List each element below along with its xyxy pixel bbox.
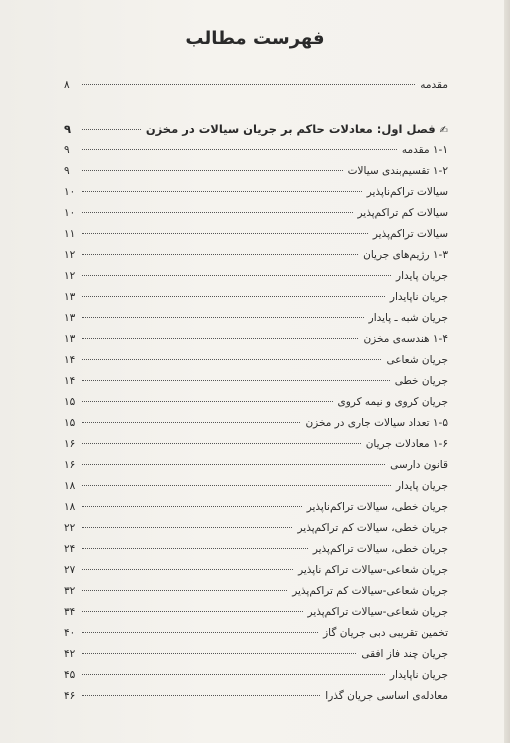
dot-leader bbox=[82, 359, 381, 360]
dot-leader bbox=[82, 129, 141, 130]
dot-leader bbox=[82, 296, 385, 297]
toc-entry-page: ۱۲ bbox=[64, 270, 76, 282]
toc-entry-title: جریان خطی، سیالات تراکم‌پذیر bbox=[312, 543, 448, 555]
toc-entry-title: جریان خطی bbox=[394, 375, 448, 387]
toc-entry bbox=[64, 414, 448, 432]
dot-leader bbox=[82, 464, 385, 465]
toc-entry-title: جریان خطی، سیالات تراکم‌ناپذیر bbox=[306, 501, 448, 513]
toc-entry bbox=[64, 498, 448, 516]
dot-leader bbox=[82, 590, 287, 591]
toc-entry-page: ۱۱ bbox=[64, 228, 76, 240]
toc-entry-page: ۹ bbox=[64, 144, 70, 156]
dot-leader bbox=[82, 317, 364, 318]
toc-entry-title: ۱-۵ تعداد سیالات جاری در مخزن bbox=[305, 417, 448, 429]
toc-entry bbox=[64, 393, 448, 411]
toc-entry bbox=[64, 372, 448, 390]
toc-entry-page: ۳۲ bbox=[64, 585, 76, 597]
dot-leader bbox=[82, 380, 390, 381]
dot-leader bbox=[82, 695, 320, 696]
toc-entry bbox=[64, 351, 448, 369]
toc-entry bbox=[64, 603, 448, 621]
toc-entry bbox=[64, 330, 448, 348]
toc-entry-page: ۱۸ bbox=[64, 501, 76, 513]
toc-entry-page: ۱۵ bbox=[64, 417, 76, 429]
toc-entry-title: جریان شعاعی-سیالات تراکم ناپذیر bbox=[298, 564, 448, 576]
dot-leader bbox=[82, 338, 358, 339]
toc-entry bbox=[64, 267, 448, 285]
toc-entry-page: ۱۵ bbox=[64, 396, 76, 408]
toc-entry-title: ۱-۳ رژیم‌های جریان bbox=[363, 249, 448, 261]
toc-entry-title: معادله‌ی اساسی جریان گذرا bbox=[325, 690, 448, 702]
toc-entry-title: ۱-۱ مقدمه bbox=[401, 144, 448, 156]
toc-entry-page: ۱۴ bbox=[64, 375, 76, 387]
dot-leader bbox=[82, 485, 391, 486]
toc-entry-title: سیالات تراکم‌پذیر bbox=[372, 228, 448, 240]
toc-entry-title: ۱-۲ تقسیم‌بندی سیالات bbox=[347, 165, 448, 177]
toc-entry bbox=[64, 519, 448, 537]
toc-entry-page: ۱۳ bbox=[64, 333, 76, 345]
dot-leader bbox=[82, 611, 303, 612]
toc-entry-page: ۸ bbox=[64, 79, 70, 91]
dot-leader bbox=[82, 149, 397, 150]
toc-entry bbox=[64, 540, 448, 558]
toc-entry-page: ۱۸ bbox=[64, 480, 76, 492]
toc-entry-title: ۱-۴ هندسه‌ی مخزن bbox=[363, 333, 448, 345]
dot-leader bbox=[82, 401, 333, 402]
toc-entry-page: ۱۲ bbox=[64, 249, 76, 261]
toc-entry-page: ۱۳ bbox=[64, 291, 76, 303]
toc-entry bbox=[64, 76, 448, 94]
toc-entry-page: ۳۴ bbox=[64, 606, 76, 618]
toc-entry-title: مقدمه bbox=[420, 79, 448, 91]
toc-entry-page: ۴۵ bbox=[64, 669, 76, 681]
toc-entry-title: جریان شعاعی-سیالات تراکم‌پذیر bbox=[307, 606, 448, 618]
dot-leader bbox=[82, 275, 391, 276]
dot-leader bbox=[82, 254, 358, 255]
toc-entry bbox=[64, 477, 448, 495]
toc-entry-page: ۱۰ bbox=[64, 186, 76, 198]
toc-entry-title: سیالات کم تراکم‌پذیر bbox=[357, 207, 448, 219]
toc-entry-title: جریان خطی، سیالات کم تراکم‌پذیر bbox=[297, 522, 448, 534]
toc-entry bbox=[64, 582, 448, 600]
toc-entry-page: ۴۶ bbox=[64, 690, 76, 702]
toc-entry bbox=[64, 246, 448, 264]
toc-entry bbox=[64, 141, 448, 159]
toc-entry bbox=[64, 456, 448, 474]
toc-entry-title: جریان شبه ـ پایدار bbox=[368, 312, 448, 324]
dot-leader bbox=[82, 212, 353, 213]
toc-entry-title: تخمین تقریبی دبی جریان گاز bbox=[323, 627, 448, 639]
toc-entry-page: ۱۴ bbox=[64, 354, 76, 366]
toc-entry-title: جریان چند فاز افقی bbox=[361, 648, 448, 660]
toc-entry-page: ۹ bbox=[64, 122, 72, 136]
toc-entry bbox=[64, 687, 448, 705]
toc-entry bbox=[64, 288, 448, 306]
dot-leader bbox=[82, 506, 302, 507]
toc-entry-title: ۱-۶ معادلات جریان bbox=[365, 438, 448, 450]
dot-leader bbox=[82, 233, 368, 234]
dot-leader bbox=[82, 548, 308, 549]
toc-entry-page: ۴۲ bbox=[64, 648, 76, 660]
toc-entry bbox=[64, 225, 448, 243]
toc-entry-page: ۲۲ bbox=[64, 522, 76, 534]
dot-leader bbox=[82, 443, 361, 444]
toc-entry bbox=[64, 162, 448, 180]
pen-icon: ✍ bbox=[439, 125, 448, 136]
toc-entry-page: ۴۰ bbox=[64, 627, 76, 639]
dot-leader bbox=[82, 422, 300, 423]
toc-entry bbox=[64, 309, 448, 327]
dot-leader bbox=[82, 653, 356, 654]
toc-entry-title: سیالات تراکم‌ناپذیر bbox=[366, 186, 448, 198]
dot-leader bbox=[82, 191, 362, 192]
toc-entry-title: جریان پایدار bbox=[396, 480, 448, 492]
toc-entry-page: ۲۴ bbox=[64, 543, 76, 555]
toc-entry-page: ۱۶ bbox=[64, 459, 76, 471]
toc-entry-title: جریان ناپایدار bbox=[389, 669, 448, 681]
toc-entry bbox=[64, 666, 448, 684]
toc-entry bbox=[64, 624, 448, 642]
toc-entry-title: جریان شعاعی bbox=[386, 354, 448, 366]
toc-entry-page: ۱۳ bbox=[64, 312, 76, 324]
toc-entry bbox=[64, 645, 448, 663]
toc-entry-page: ۹ bbox=[64, 165, 70, 177]
toc-entry-page: ۱۶ bbox=[64, 438, 76, 450]
toc-entry-title: جریان شعاعی-سیالات کم تراکم‌پذیر bbox=[292, 585, 448, 597]
dot-leader bbox=[82, 674, 385, 675]
toc-entry-title: جریان پایدار bbox=[396, 270, 448, 282]
dot-leader bbox=[82, 170, 343, 171]
dot-leader bbox=[82, 527, 292, 528]
toc-entry bbox=[64, 204, 448, 222]
dot-leader bbox=[82, 84, 415, 85]
toc-entry-page: ۲۷ bbox=[64, 564, 76, 576]
dot-leader bbox=[82, 569, 293, 570]
toc-entry-title: جریان کروی و نیمه کروی bbox=[337, 396, 448, 408]
toc-entry-page: ۱۰ bbox=[64, 207, 76, 219]
toc-entry-title: قانون دارسی bbox=[390, 459, 448, 471]
toc-chapter-entry bbox=[64, 120, 448, 138]
toc-chapter-title: ✍فصل اول: معادلات حاکم بر جریان سیالات در مخزن bbox=[145, 122, 448, 136]
dot-leader bbox=[82, 632, 318, 633]
toc-entry bbox=[64, 561, 448, 579]
page-edge bbox=[504, 0, 510, 743]
toc-entry bbox=[64, 183, 448, 201]
page-title: فهرست مطالب bbox=[185, 28, 325, 49]
toc-entry bbox=[64, 435, 448, 453]
toc-entry-title: جریان ناپایدار bbox=[389, 291, 448, 303]
